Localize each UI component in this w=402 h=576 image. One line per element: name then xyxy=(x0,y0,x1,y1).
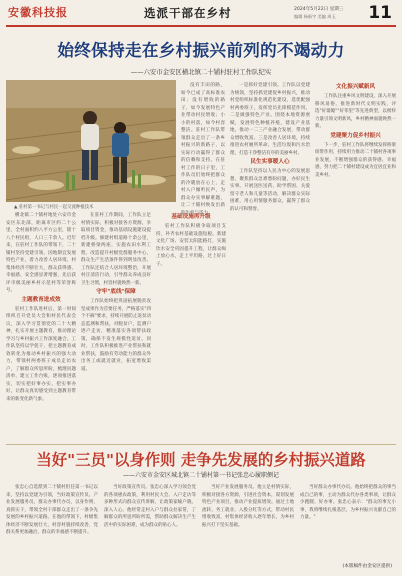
article1-paragraph: 在驻村工作期间，工作队立足村情实际，积极对接各方资源，争取项目资金，推动基础设施建设提档升级。修建村组道路十余公里，新建桥梁两座，实施农田水利工程，改造提升村级党群服务中心，群众生产生活条件得到明显改善。工作队还结合人居环境整治，开展村庄清洁行动，引导群众养成良好卫生习惯，村容村貌焕然一新。 xyxy=(81,213,151,286)
article2-paragraph: 当好产业发展服务员。他立足村情实际，积极对接各方资源，引进社会资本，谋划发展特色产业项目，推动产业提质增效。通过土地流转、务工就业、入股分红等方式，带动村民增收致富，村集体经济收入逐年增长，为乡村振兴打下坚实基础。 xyxy=(202,485,294,528)
article2-column-1 xyxy=(6,484,98,562)
paper-name: 安徽科技报 xyxy=(8,6,68,19)
article1-paragraph: 工作队始终把巩固拓展脱贫攻坚成果作为首要任务，严格落实"四个不摘"要求，持续开展防止返贫动态监测和帮扶，对脱贫户、监测户逐户走访，精准落实各项帮扶政策，确保不发生规模性返贫。同时，工作队积极推进产业帮扶和就业帮扶，鼓励有劳动能力的群众外出务工或就近就业，拓宽增收渠道。 xyxy=(81,299,151,372)
article1-intro-column xyxy=(181,82,225,216)
article1-lead-paragraph: 横北镇二十铺村地处六安市金安区东北部，距离市区约二十公里，全村面积约八平方公里，辖十八个村民组，人口三千余人。近年来，在驻村工作队的带领下，二十铺村坚持党建引领，因地制宜发展特色产业，着力改善人居环境，村集体经济不断壮大，群众获得感、幸福感、安全感显著增强，先后获评市级美丽乡村示范村等荣誉称号。 xyxy=(6,213,76,293)
article2-column-4 xyxy=(300,484,396,562)
section-heading-livelihood: 民生实事暖人心 xyxy=(250,159,290,165)
section-heading-theme-education: 主题教育进成效 xyxy=(21,296,61,303)
page-number: 11 xyxy=(368,3,392,23)
article2-paragraph: 张忠心自选派到二十铺村担任第一书记以来，坚持以党建为引领，当好政策宣传员、产业发展服务员、群众办事代办员，以身作则、真抓实干，带领全村干部群众走出了一条争先发展的乡村振兴道路。在他的带领下，村级集体经济不断发展壮大，村容村貌持续改善，党群关系更加融洽，群众的幸福感不断提升。 xyxy=(6,485,98,535)
article1-column-3 xyxy=(156,212,226,442)
article2-column-2 xyxy=(104,484,196,562)
article1-paragraph: 工作队坚持以人民为中心的发展思想，聚焦群众急难愁盼问题，办好民生实事。开展送医送药、助学帮困、关爱留守老人和儿童等活动，解决群众实际困难，用心用情服务群众，赢得了群众的认可和赞誉。 xyxy=(230,169,310,212)
editor-credits: 编辑 杨新宇 美编 周玉 xyxy=(294,14,336,19)
photo-caption: ▲ 驻村第一书记与村民一起交流种植技术 xyxy=(14,205,94,210)
article1-paragraph: 下一步，驻村工作队将继续发挥桥梁纽带作用，持续用力推动二十铺村各项事业发展，不断增强群众的获得感、幸福感，努力把二十铺村建设成为宜居宜业和美乡村。 xyxy=(315,142,396,178)
article1-paragraph: 驻村工作队进村后，第一时间组织召开党员大会和村民代表会议，深入学习贯彻党的二十大精神，扎实开展主题教育，推动理论学习与乡村振兴工作深度融合。工作队坚持以学促干，把主题教育成效转化为推动乡村振兴的强大动力，带领村两委班子成员走访农户，了解群众所思所盼，梳理问题清单，建立工作台账，逐项推进落实，切实把好事办实、把实事办好，让群众真切感受到主题教育带来的新变化新气象。 xyxy=(6,306,76,402)
section-heading-culture: 文化振兴赋新风 xyxy=(335,84,376,90)
article2-paragraph: 当好群众办事代办员。他始终把群众的事当成自己的事，主动为群众代办各类事项，让群众少跑腿、好办事。张忠心表示："群众的事无小事，我将继续扎根基层，为乡村振兴贡献自己的力量。" xyxy=(300,485,396,520)
article1-column-2 xyxy=(81,212,151,442)
article1-column-4 xyxy=(230,82,310,442)
issue-date: 2024年5月22日 星期三 xyxy=(294,7,344,12)
article1-headline: 始终保持走在乡村振兴前列的不竭动力 xyxy=(57,41,345,60)
article2-headline: 当好"三员"以身作则 走争先发展的乡村振兴道路 xyxy=(36,451,366,469)
section-heading-infrastructure: 基础设施再升级 xyxy=(171,214,211,220)
article1-column-5 xyxy=(315,82,396,442)
section-title: 选派干部在乡村 xyxy=(144,6,232,20)
article1-subtitle: ——六安市金安区横北镇二十铺村驻村工作队纪实 xyxy=(130,68,272,76)
article2-column-3 xyxy=(202,484,294,562)
section-heading-party-building: 党建聚力促乡村振兴 xyxy=(330,132,381,139)
article2-subtitle: ——六安市金安区城北镇二十铺村第一书记张忠心履职侧记 xyxy=(122,472,279,479)
article1-column-1 xyxy=(6,212,76,442)
article1-paragraph: 一是抓好党建引领。工作队以党建为统领，坚持抓党建促乡村振兴，推动村党组织标准化规范化建设，选优配强村两委班子，发挥党员先锋模范作用。二是做强特色产业。围绕本地资源禀赋，发展特色种植养殖，建设产业基地，推动一二三产业融合发展，带动群众增收致富。三是改善人居环境，持续推进农村厕所革命、生活垃圾和污水治理，打造干净整洁有序的美丽乡村。 xyxy=(230,83,310,156)
article-source-note: (本版稿件由金安区提供) xyxy=(342,564,392,569)
masthead xyxy=(6,3,396,27)
article1-photo xyxy=(6,80,176,202)
section-heading-bottom-line: 守牢"底线"保障 xyxy=(96,289,136,295)
article2-paragraph: 当好政策宣传员。张忠心深入学习领会党的各项惠农政策，利用村民大会、入户走访等多种形式向群众宣传讲解，让政策家喻户晓、深入人心。他经常走村入户与群众拉家常，了解群众的所思所盼所需，帮助群众解决生产生活中的实际困难，成为群众的贴心人。 xyxy=(104,485,196,528)
article1-paragraph: 驻村工作队积极争取项目支持，补齐农村基础设施短板。新建文化广场、安装太阳能路灯，实施饮水安全巩固提升工程，让群众喝上放心水，走上平坦路，过上好日子。 xyxy=(156,224,226,267)
crop-field-photo-illustration xyxy=(6,80,176,202)
article1-paragraph: 工作队注重乡风文明建设，深入开展移风易俗，推进新时代文明实践，评选"好婆媳""好邻里"等先进典型，以榜样力量引领文明新风，乡村精神面貌焕然一新。 xyxy=(315,94,396,129)
article-divider xyxy=(6,444,396,445)
article1-intro-paragraph: 没有丰田的路，如今已成了高标准农田；没有增收的路子，如今发展特色产业带动村民增收；小小的村落，如今村容整洁。驻村工作队带领群众走出了一条乡村振兴的新路子，以实际行动赢得了群众的信赖和支持。在驻村工作的日子里，工作队员们始终把群众的冷暖放在心上，走村入户倾听民声，为群众办实事解难题，让二十铺村焕发出新的生机与活力。 xyxy=(181,83,225,216)
